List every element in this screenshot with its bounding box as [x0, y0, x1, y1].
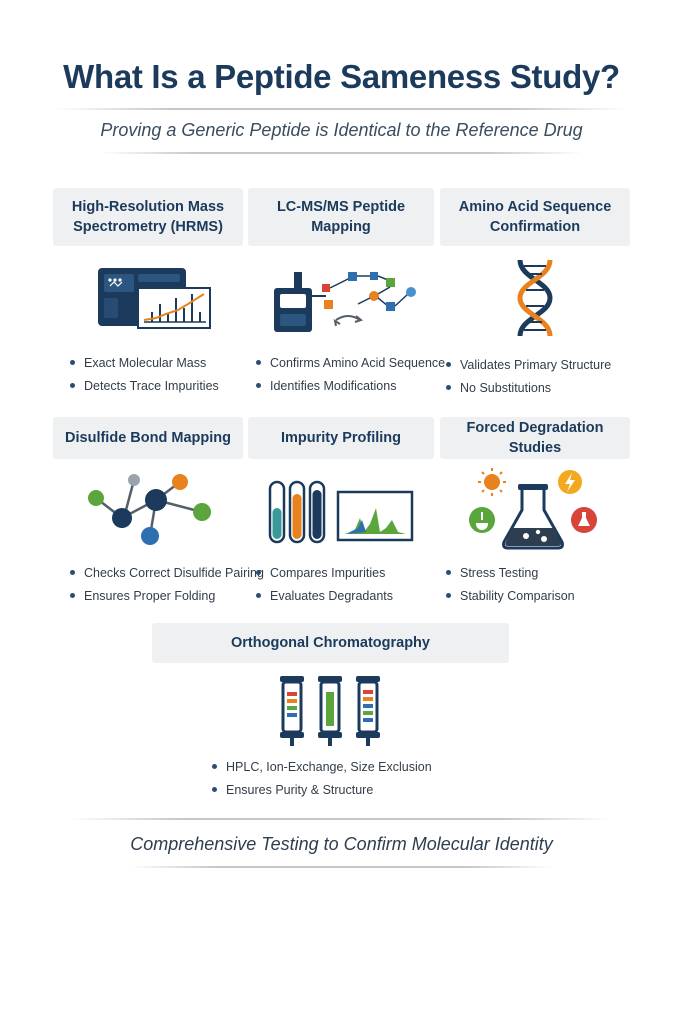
- flask-stress-icon: [466, 466, 600, 550]
- card-title-lcms: LC-MS/MS Peptide Mapping: [248, 188, 434, 246]
- title-divider: [55, 108, 628, 110]
- list-item: Stability Comparison: [446, 585, 575, 608]
- card-bullets-forced-degradation: [446, 562, 575, 608]
- dna-helix-icon: [510, 256, 560, 340]
- footer-divider-top: [70, 818, 613, 820]
- test-tubes-chromatogram-icon: [266, 478, 416, 546]
- page-title: What Is a Peptide Sameness Study?: [63, 58, 620, 95]
- list-item: HPLC, Ion-Exchange, Size Exclusion: [212, 756, 432, 779]
- footer-text: Comprehensive Testing to Confirm Molecular Identity: [130, 834, 553, 854]
- card-bullets-lcms: [256, 352, 445, 398]
- list-item: Checks Correct Disulfide Pairing: [70, 562, 264, 585]
- card-bullets-hrms: [70, 352, 219, 398]
- card-title-forced-degradation: Forced Degradation Studies: [440, 417, 630, 459]
- list-item: No Substitutions: [446, 377, 611, 400]
- list-item: Confirms Amino Acid Sequence: [256, 352, 445, 375]
- list-item: Ensures Purity & Structure: [212, 779, 432, 802]
- list-item: Ensures Proper Folding: [70, 585, 264, 608]
- peptide-mapping-icon: [270, 262, 420, 334]
- subtitle-divider: [100, 152, 583, 154]
- card-title-disulfide: Disulfide Bond Mapping: [53, 417, 243, 459]
- card-bullets-amino-acid: [446, 354, 611, 400]
- card-bullets-disulfide: [70, 562, 264, 608]
- list-item: Exact Molecular Mass: [70, 352, 219, 375]
- card-title-impurity: Impurity Profiling: [248, 417, 434, 459]
- mass-spectrometer-icon: [96, 264, 212, 330]
- card-bullets-orthogonal: [212, 756, 432, 802]
- list-item: Compares Impurities: [256, 562, 393, 585]
- page-subtitle: Proving a Generic Peptide is Identical to the Reference Drug: [100, 120, 583, 140]
- list-item: Stress Testing: [446, 562, 575, 585]
- footer-divider-bottom: [130, 866, 553, 868]
- card-title-hrms: High-Resolution Mass Spectrometry (HRMS): [53, 188, 243, 246]
- card-bullets-impurity: [256, 562, 393, 608]
- molecule-icon: [84, 470, 216, 550]
- list-item: Identifies Modifications: [256, 375, 445, 398]
- chromatography-columns-icon: [276, 672, 384, 748]
- list-item: Detects Trace Impurities: [70, 375, 219, 398]
- card-title-amino-acid: Amino Acid Sequence Confirmation: [440, 188, 630, 246]
- card-title-orthogonal: Orthogonal Chromatography: [152, 623, 509, 663]
- list-item: Validates Primary Structure: [446, 354, 611, 377]
- list-item: Evaluates Degradants: [256, 585, 393, 608]
